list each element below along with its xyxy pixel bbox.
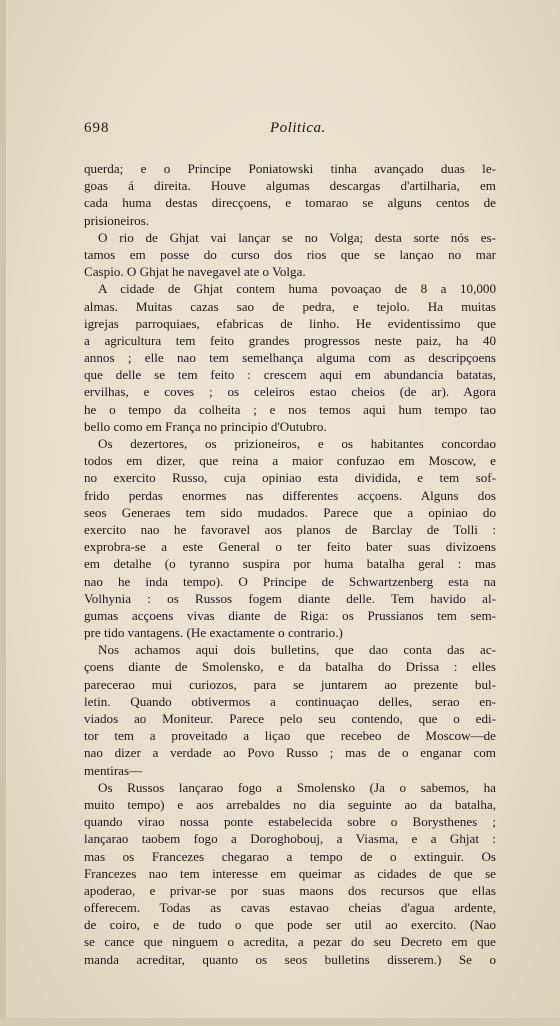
text-line: mentiras— [84,762,143,778]
text-line: gumas acçoens vivas diante de Riga: os Prussianos tem sem- [84,607,496,623]
text-line: a agricultura tem feito grandes progressos neste paiz, ha 40 [84,332,496,348]
text-line: exprobra-se a este General o ter feito bater suas divizoens [84,539,496,555]
text-line: de coiro, e de tudo o que pode ser util ao exercito. (Nao [84,917,496,933]
text-line: que delle se tem feito : crescem aqui em abundancia batatas, [84,367,496,383]
text-line: Caspio. O Ghjat he navegavel ate o Volga. [84,264,306,280]
text-line: apoderao, e privar-se por suas maons dos recursos que ellas [84,882,496,898]
text-line: letin. Quando obtivermos a continuaçao delles, serao en- [84,693,496,709]
text-line: manda acreditar, quanto os seos bulletins disserem.) Se o [84,951,496,967]
text-line: quando virao nossa ponte estabelecida sobre o Borysthenes ; [84,814,496,830]
text-line: tamos em posse do curso dos rios que se lançao no mar [84,246,496,262]
running-head: Politica. [270,120,326,136]
text-line: em detalhe (o tyranno suspira por huma batalha geral : mas [84,556,496,572]
page-edge-bottom [0,1018,560,1026]
text-line: parecerao mui curiozos, para se juntarem ao prezente bul- [84,676,496,692]
text-line: muito tempo) e aos arrebaldes no dia seguinte ao da batalha, [84,796,496,812]
text-line: lançarao taobem fogo a Doroghobouj, a Viasma, e a Ghjat : [84,831,496,847]
text-line: exercito nao he favoravel aos planos de Barclay de Tolli : [84,521,496,537]
text-line: no exercito Russo, cuja opiniao esta dividida, e tem sof- [84,470,496,486]
text-line: pre tido vantagens. (He exactamente o contrario.) [84,625,343,641]
text-line: seos Generaes tem sido mudados. Parece que a opiniao do [84,504,496,520]
text-line: Volhynia : os Russos fogem diante delle. Tem havido al- [84,590,496,606]
text-line: frido perdas enormes nas differentes acçoens. Alguns dos [84,487,496,503]
text-line: mas os Francezes chegarao a tempo de o extinguir. Os [84,848,496,864]
body-text [84,160,496,968]
text-line: Francezes nao tem interesse em queimar as cidades de que se [84,865,496,881]
text-line: nao he inda tempo). O Principe de Schwartzenberg esta na [84,573,496,589]
text-line: Os dezertores, os prizioneiros, e os habitantes concordao [98,436,496,451]
text-line: ervilhas, e coves ; os celeiros estao cheios (de ar). Agora [84,384,496,400]
text-line: viados ao Moniteur. Parece pelo seu contendo, que o edi- [84,711,496,726]
text-line: almas. Muitas cazas sao de pedra, e tejolo. Ha muitas [84,298,496,314]
text-line: se cance que ninguem o acredita, a pezar do seu Decreto em que [84,934,496,950]
text-line: A cidade de Ghjat contem huma povoaçao de 8 a 10,000 [98,281,496,297]
page-header [84,120,496,142]
text-line: nao dizer a verdade ao Povo Russo ; mas de o enganar com [84,745,496,761]
text-line: tor tem a proveitado a liçao que recebeo de Moscow—de [84,728,496,744]
text-line: Os Russos lançarao fogo a Smolensko (Ja o sabemos, ha [98,779,496,795]
text-line: offerecem. Todas as cavas estavao cheias d'agua ardente, [84,900,496,916]
text-line: todos em dizer, que reina a maior confuzao em Moscow, e [84,453,496,469]
text-line: Nos achamos aqui dois bulletins, que dao conta das ac- [98,642,496,658]
text-line: prisioneiros. [84,212,150,228]
page-edge-left [0,0,6,1026]
text-line: he o tempo da colheita ; e nos temos aqui hum tempo tao [84,401,496,417]
text-line: bello como em França no principio d'Outubro. [84,418,327,434]
text-line: annos ; elle nao tem semelhança alguma com as descripçoens [84,350,496,366]
text-line: igrejas parroquiaes, efabricas de linho. He evidentissimo que [84,315,496,331]
text-line: goas á direita. Houve algumas descargas d'artilharia, em [84,178,496,194]
text-line: O rio de Ghjat vai lançar se no Volga; desta sorte nós es- [98,229,496,245]
text-line: querda; e o Principe Poniatowski tinha avançado duas le- [84,161,496,176]
text-line: cada huma destas direcçoens, e tomarao se alguns centos de [84,195,496,211]
text-line: çoens diante de Smolensko, e da batalha do Drissa : elles [84,659,496,675]
page-number: 698 [84,120,110,136]
